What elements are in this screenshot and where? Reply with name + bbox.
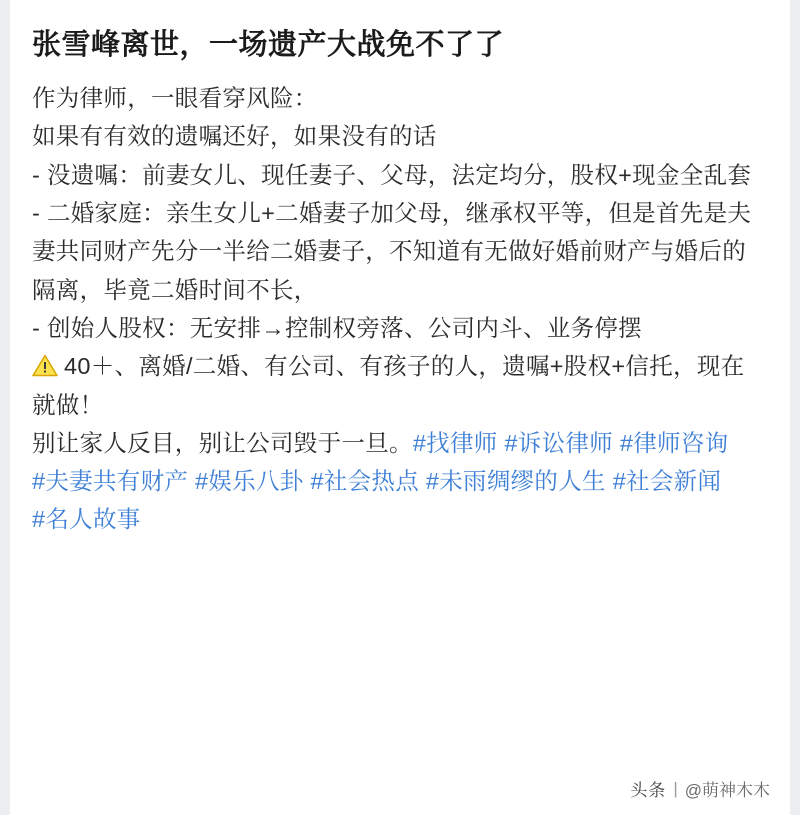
tag-item[interactable]: #未雨绸缪的人生 [425, 468, 606, 495]
warning-triangle-icon [32, 350, 58, 373]
author-handle: @萌神木木 [684, 781, 770, 800]
tag-item[interactable]: #社会新闻 [612, 468, 722, 495]
tag-item[interactable]: #找律师 [412, 429, 498, 456]
paragraph-intro: 作为律师，一眼看穿风险： [32, 85, 318, 112]
tag-item[interactable]: #名人故事 [32, 506, 141, 533]
paragraph-remarriage: - 二婚家庭：亲生女儿+二婚妻子加父母，继承权平等，但是首先是夫妻共同财产先分一半给二婚妻子，不知道有无做好婚前财产与婚后的隔离，毕竟二婚时间不长， [32, 200, 752, 303]
page-title: 张雪峰离世，一场遗产大战免不了了 [32, 29, 505, 61]
footer-separator: | [673, 778, 678, 798]
article-body [32, 79, 768, 539]
warning-text: 40＋、离婚/二婚、有公司、有孩子的人，遗嘱+股权+信托，现在就做！ [32, 353, 745, 418]
toutiao-logo: 头条 [630, 781, 667, 800]
footer-attribution [630, 776, 770, 801]
tag-item[interactable]: #诉讼律师 [504, 429, 614, 456]
tag-item[interactable]: #娱乐八卦 [195, 468, 304, 495]
tag-item[interactable]: #社会热点 [310, 468, 420, 495]
paragraph-founder-equity: - 创始人股权：无安排→控制权旁落、公司内斗、业务停摆 [32, 314, 642, 341]
tag-item[interactable]: #律师咨询 [619, 429, 729, 456]
article-container [10, 0, 790, 539]
paragraph-will: 如果有有效的遗嘱还好，如果没有的话 [32, 123, 437, 150]
paragraph-no-will: - 没遗嘱：前妻女儿、现任妻子、父母，法定均分，股权+现金全乱套 [32, 161, 752, 188]
tag-item[interactable]: #夫妻共有财产 [32, 468, 189, 495]
warning-line [32, 347, 768, 424]
closing-text: 别让家人反目，别让公司毁于一旦。 [32, 429, 413, 456]
closing-and-tags [32, 424, 768, 539]
